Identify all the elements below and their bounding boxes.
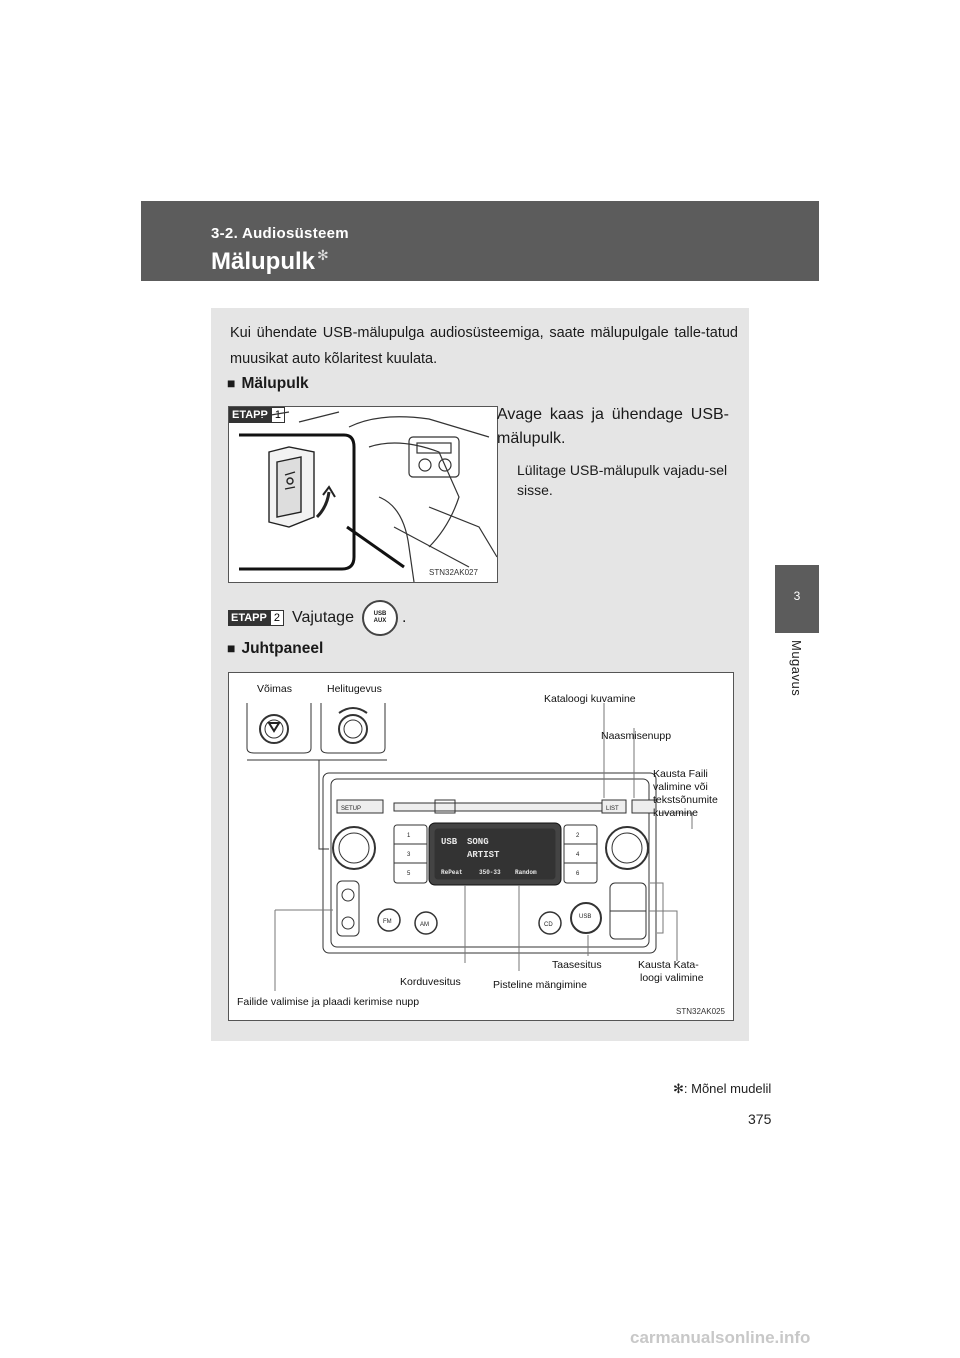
control-panel-illustration (228, 672, 734, 1021)
label-voimas: Võimas (257, 683, 293, 695)
page-number: 375 (748, 1111, 772, 1127)
panel-preset-6: 6 (576, 871, 580, 877)
section-label: 3-2. Audiosüsteem (211, 225, 349, 242)
panel-preset-4: 4 (576, 852, 580, 858)
display-random: Random (515, 869, 537, 876)
chapter-tab: 3 (775, 565, 819, 633)
image-code-2: STN32AK025 (676, 1007, 725, 1016)
label-taasesitus: Taasesitus (552, 959, 602, 971)
page-header (141, 201, 819, 281)
display-usb: USB (441, 837, 458, 847)
label-kataloog: Kataloogi kuvamine (544, 693, 636, 705)
label-failide: Failide valimise ja plaadi kerimise nupp (237, 996, 420, 1008)
intro-text: Kui ühendate USB-mälupulga audiosüsteemiga, saate mälupulgale talle-tatud muusikat auto kõlaritest kuulata. (230, 325, 738, 367)
panel-preset-5: 5 (407, 871, 411, 877)
watermark: carmanualsonline.info (630, 1328, 811, 1347)
panel-list-label: LIST (606, 806, 619, 812)
chapter-label: Mugavus (789, 640, 804, 697)
content-box (211, 308, 749, 1041)
model-asterisk: ✻ (317, 247, 329, 263)
display-repeat: RePeat (441, 869, 463, 876)
panel-fm-label: FM (383, 919, 392, 925)
panel-preset-3: 3 (407, 852, 411, 858)
label-helitugevus: Helitugevus (327, 683, 382, 695)
label-korduvesitus: Korduvesitus (400, 976, 461, 988)
usb-aux-button-icon: USB AUX (362, 600, 398, 636)
display-artist: ARTIST (467, 850, 500, 860)
panel-cd-label: CD (544, 922, 553, 928)
step1-badge: ETAPP 1 (229, 407, 285, 423)
panel-am-label: AM (420, 922, 429, 928)
label-kausta-faili: Kausta Faili valimine või tekstsõnumite kuvamine (653, 768, 718, 819)
panel-usb-label: USB (579, 914, 592, 920)
step2-row: ETAPP 2 Vajutage USB AUX . (228, 600, 406, 636)
footnote: ✻: Mõnel mudelil (673, 1081, 772, 1096)
step1-text: Avage kaas ja ühendage USB-mälupulk. (497, 406, 729, 447)
heading-panel: ■ Juhtpaneel (227, 640, 324, 657)
panel-preset-1: 1 (407, 833, 411, 839)
step2-text: Vajutage (291, 609, 354, 626)
dashboard-drawing (229, 407, 497, 582)
label-kausta-kata: Kausta Kata- loogi valimine (638, 959, 704, 984)
display-time: 350-33 (479, 869, 501, 876)
label-pisteline: Pisteline mängimine (493, 979, 587, 991)
heading-usb: ■ Mälupulk (227, 375, 309, 392)
panel-setup-label: SETUP (341, 806, 362, 812)
step1-note: Lülitage USB-mälupulk vajadu-sel sisse. (517, 462, 728, 498)
image-code-1: STN32AK027 (429, 568, 478, 577)
display-song: SONG (467, 837, 489, 847)
step2-badge: ETAPP 2 (228, 610, 284, 626)
panel-preset-2: 2 (576, 833, 580, 839)
label-naasmis: Naasmisenupp (601, 730, 672, 742)
usb-port-illustration (228, 406, 498, 583)
page-title: Mälupulk ✻ (211, 247, 329, 275)
